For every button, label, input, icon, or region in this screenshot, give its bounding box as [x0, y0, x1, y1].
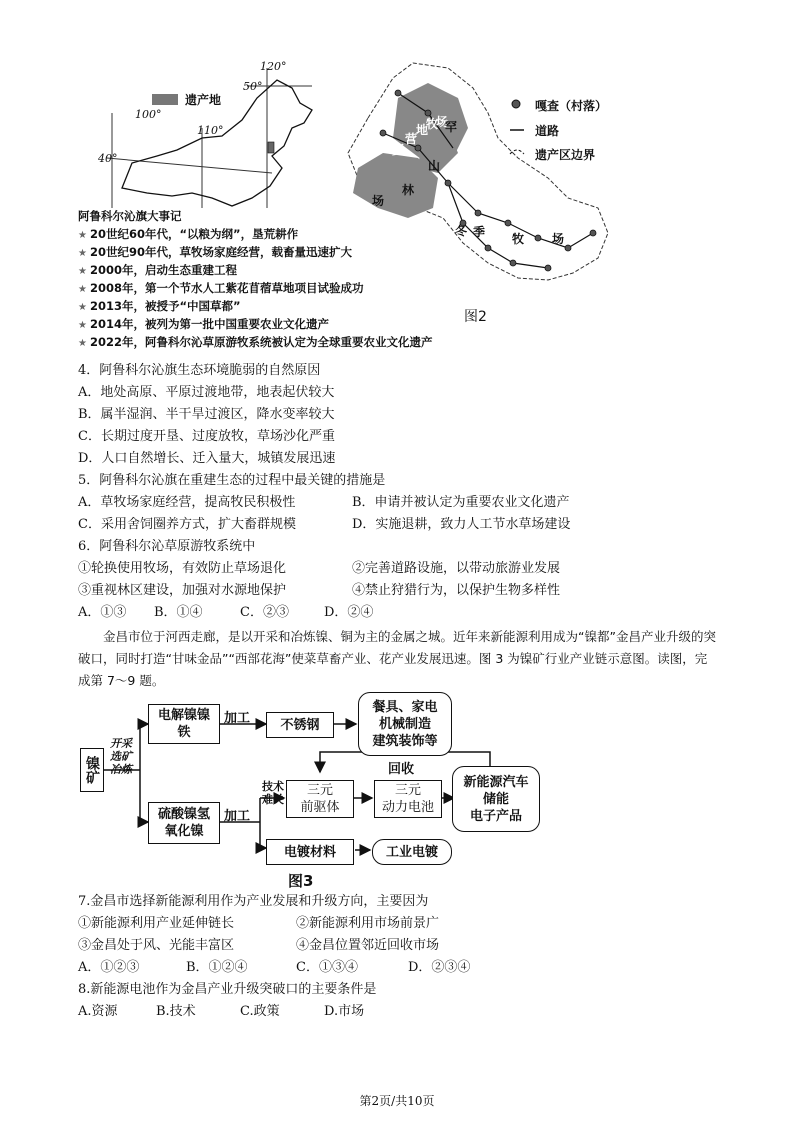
star-icon: ★	[78, 284, 87, 295]
q8-option-a: A.资源	[78, 1004, 118, 1019]
q8-option-d: D.市场	[324, 1004, 365, 1019]
q4-option-c: C．长期过度开垦、过度放牧，草场沙化严重	[78, 429, 335, 444]
event-item: ★ 2013年，被授予“中国草都”	[78, 299, 241, 313]
lon-120: 120°	[260, 60, 287, 73]
map2-caption: 图2	[464, 309, 487, 325]
passage: 金昌市位于河西走廊，是以开采和冶炼镍、铜为主的金属之城。近年来新能源利用成为“镍都”金昌产业升级的突破口，同时打造“甘味金品”“西部花海”使菜草畜产业、花产业发展迅速。图 3 为镍矿行业产业链示意图。读图，完成第 7～9 题。	[78, 629, 716, 688]
event-item: ★ 20世纪60年代，“以粮为纲”，垦荒耕作	[78, 227, 299, 241]
event-item: ★ 2022年，阿鲁科尔沁草原游牧系统被认定为全球重要农业文化遗产	[78, 335, 433, 349]
area-label: 场	[372, 194, 385, 208]
q4-option-a: A．地处高原、平原过渡地带，地表起伏较大	[78, 385, 335, 400]
b1-box: 电解镍镍铁	[148, 704, 220, 744]
village-icon	[512, 100, 520, 108]
q8-option-b: B.技术	[156, 1004, 196, 1019]
tech-label: 技术难关	[262, 780, 284, 806]
legend-boundary: 遗产区边界	[535, 148, 596, 162]
uses1-box: 餐具、家电 机械制造 建筑装饰等	[358, 692, 452, 756]
q6-item-2: ②完善道路设施，以带动旅游业发展	[352, 561, 561, 576]
q7-option-d: D．②③④	[408, 960, 471, 975]
area-label: 罕	[445, 120, 458, 134]
q6-item-1: ①轮换使用牧场，有效防止草场退化	[78, 561, 287, 576]
q4-option-d: D．人口自然增长、迁入量大，城镇发展迅速	[78, 451, 336, 466]
legend-swatch-icon	[152, 94, 178, 105]
area-label: 季	[473, 225, 486, 239]
lon-100: 100°	[135, 108, 162, 121]
recycle-label: 回收	[388, 762, 415, 777]
ore-box: 镍矿	[80, 748, 104, 792]
lat-50: 50°	[243, 80, 263, 93]
plating-box: 工业电镀	[372, 839, 452, 865]
area-label: 林	[402, 183, 415, 197]
b2-box: 硫酸镍氢氧化镍	[148, 802, 220, 844]
plating-mat-box: 电镀材料	[266, 839, 354, 865]
event-item: ★ 2008年，第一个节水人工紫花苜蓿草地项目试验成功	[78, 281, 364, 295]
fig3-caption: 图3	[288, 872, 314, 890]
q7-item-4: ④金昌位置邻近回收市场	[296, 938, 440, 953]
star-icon: ★	[78, 302, 87, 313]
page-footer: 第2页/共10页	[359, 1094, 435, 1108]
q5-option-d: D．实施退耕，致力人工节水草场建设	[352, 517, 571, 532]
q6-option-a: A．①③	[78, 605, 127, 620]
q6-stem: 6．阿鲁科尔沁草原游牧系统中	[78, 539, 256, 554]
heritage-map	[338, 58, 620, 308]
q4-option-b: B．属半湿润、半干旱过渡区，降水变率较大	[78, 407, 335, 422]
battery-box: 三元 动力电池	[374, 780, 442, 818]
q6-option-d: D．②④	[324, 605, 374, 620]
mining-label: 开采选矿冶炼	[110, 737, 132, 776]
q5-stem: 5．阿鲁科尔沁旗在重建生态的过程中最关键的措施是	[78, 473, 386, 488]
q5-option-c: C．采用舍饲圈养方式，扩大畜群规模	[78, 517, 296, 532]
area-label: 牧	[512, 232, 525, 246]
process2-label: 加工	[224, 809, 251, 824]
q4-stem: 4．阿鲁科尔沁旗生态环境脆弱的自然原因	[78, 363, 321, 378]
q8-stem: 8.新能源电池作为金昌产业升级突破口的主要条件是	[78, 982, 377, 997]
lat-40: 40°	[98, 152, 118, 165]
steel-box: 不锈钢	[266, 712, 334, 738]
star-icon: ★	[78, 338, 87, 349]
area-label: 场	[552, 232, 565, 246]
q7-item-2: ②新能源利用市场前景广	[296, 916, 440, 931]
precursor-box: 三元 前驱体	[286, 780, 354, 818]
area-label: 营	[405, 132, 418, 146]
area-label: 场	[436, 115, 449, 129]
event-item: ★ 2014年，被列为第一批中国重要农业文化遗产	[78, 317, 329, 331]
q7-item-3: ③金昌处于风、光能丰富区	[78, 938, 235, 953]
q8-option-c: C.政策	[240, 1004, 280, 1019]
q6-option-b: B．①④	[154, 605, 203, 620]
q7-stem: 7.金昌市选择新能源利用作为产业发展和升级方向，主要因为	[78, 894, 429, 909]
star-icon: ★	[78, 248, 87, 259]
legend-road: 道路	[535, 124, 560, 138]
q6-option-c: C．②③	[240, 605, 289, 620]
process1-label: 加工	[224, 711, 251, 726]
q7-item-1: ①新能源利用产业延伸链长	[78, 916, 235, 931]
q5-option-b: B．申请并被认定为重要农业文化遗产	[352, 495, 570, 510]
star-icon: ★	[78, 230, 87, 241]
star-icon: ★	[78, 266, 87, 277]
q6-item-3: ③重视林区建设，加强对水源地保护	[78, 583, 287, 598]
lon-110: 110°	[197, 124, 224, 137]
event-item: ★ 20世纪90年代，草牧场家庭经营，载畜量迅速扩大	[78, 245, 352, 259]
event-item: ★ 2000年，启动生态重建工程	[78, 263, 237, 277]
q7-option-a: A．①②③	[78, 960, 140, 975]
heritage-map-svg	[338, 58, 620, 308]
uses2-box: 新能源汽车 储能 电子产品	[452, 766, 540, 832]
q5-option-a: A．草牧场家庭经营，提高牧民积极性	[78, 495, 296, 510]
legend-village: 嘎查（村落）	[535, 99, 608, 113]
q7-option-b: B．①②④	[186, 960, 248, 975]
events-title: 阿鲁科尔沁旗大事记	[78, 209, 182, 223]
q6-item-4: ④禁止狩猎行为，以保护生物多样性	[352, 583, 561, 598]
star-icon: ★	[78, 320, 87, 331]
q7-option-c: C．①③④	[296, 960, 358, 975]
map1-legend: 遗产地	[185, 93, 222, 107]
area-label: 冬	[455, 224, 468, 238]
area-label: 地	[416, 123, 429, 137]
area-label: 夏	[392, 143, 405, 157]
area-label: 山	[428, 159, 441, 173]
area-label: 牧	[426, 117, 439, 131]
